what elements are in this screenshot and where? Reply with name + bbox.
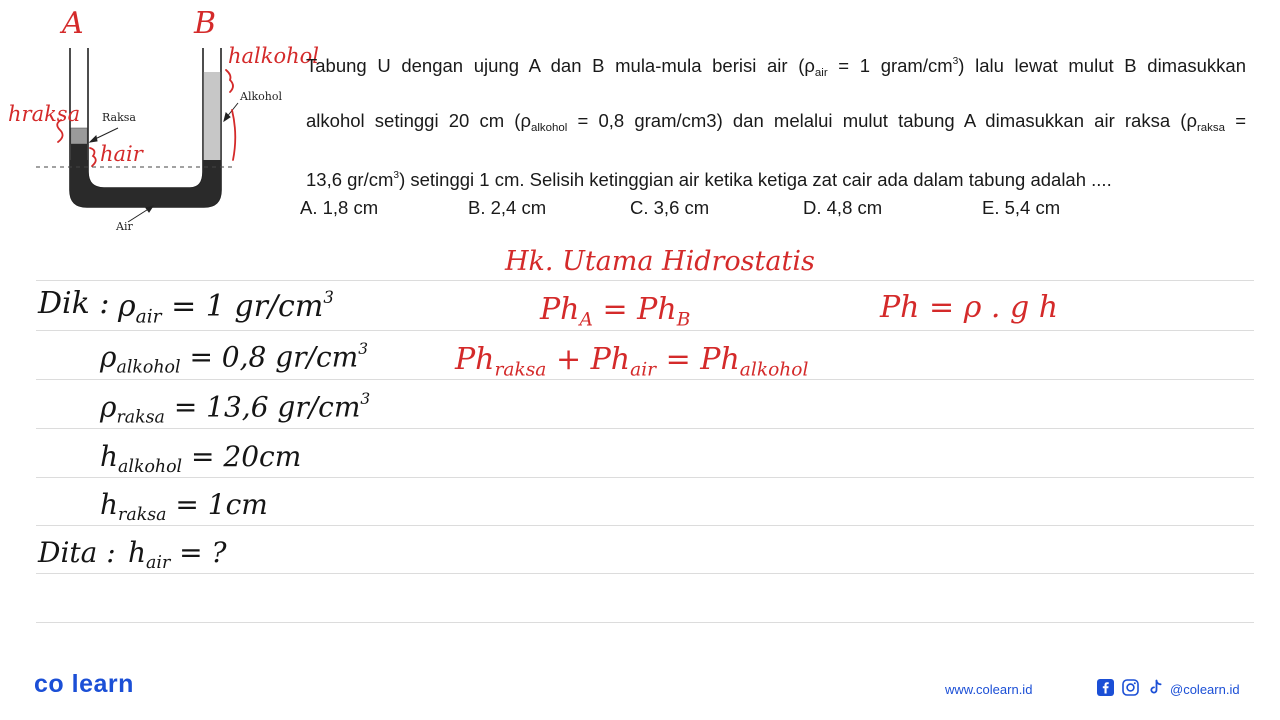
given-rho-alkohol: $\rho_{alkohol} = 0,8$ $gr/cm^3$ xyxy=(100,340,368,378)
given-h-alkohol: $h_{alkohol} = 20cm$ xyxy=(100,440,302,478)
notes-dita: Dita : xyxy=(38,536,116,569)
rule-line xyxy=(36,573,1254,574)
question-text xyxy=(306,38,1246,204)
rule-line xyxy=(36,477,1254,478)
rule-line xyxy=(36,525,1254,526)
footer-handle[interactable]: @colearn.id xyxy=(1170,682,1240,697)
tiktok-icon[interactable] xyxy=(1147,679,1164,696)
diagram-label-raksa: Raksa xyxy=(102,111,136,124)
rule-line xyxy=(36,428,1254,429)
diagram-label-alkohol: Alkohol xyxy=(240,90,282,103)
notes-title: Hk. Utama Hidrostatis xyxy=(505,246,815,277)
rule-line xyxy=(36,622,1254,623)
diagram-label-air: Air xyxy=(116,220,133,233)
equation-ph-formula: Ph = ρ . g h xyxy=(880,290,1059,325)
asked-h-air: $h_{air}$ = ? xyxy=(128,536,227,574)
question-line-1: Tabung U dengan ujung A dan B mula-mula berisi air ($\rho_{air} = 1$ gram/$cm^3$) lalu lewat mulut B dimasukkan xyxy=(306,55,1246,80)
given-rho-raksa: $\rho_{raksa} = 13,6$ $gr/cm^3$ xyxy=(100,390,371,428)
rule-line xyxy=(36,280,1254,281)
option-d[interactable]: D. 4,8 cm xyxy=(803,197,883,218)
given-rho-air: $\rho_{air} = 1$ $gr/cm^3$ xyxy=(118,288,334,328)
facebook-icon[interactable] xyxy=(1097,679,1114,696)
note-hair: hair xyxy=(100,142,143,166)
diagram-label-b: B xyxy=(194,6,217,41)
notes-dik: Dik : xyxy=(38,286,110,321)
equation-pha-phb: $Ph_A = Ph_B$ xyxy=(540,292,691,331)
option-e[interactable]: E. 5,4 cm xyxy=(982,197,1061,218)
footer-url[interactable]: www.colearn.id xyxy=(945,682,1033,697)
option-a[interactable]: A. 1,8 cm xyxy=(300,197,379,218)
equation-balance: $Ph_{raksa} + Ph_{air} = Ph_{alkohol}$ xyxy=(455,342,809,381)
question-line-3: 13,6 $gr/cm^3$) setinggi 1 cm. Selisih ketinggian air ketika ketiga zat cair ada dalam tabung adalah .... xyxy=(306,169,1112,191)
instagram-icon[interactable] xyxy=(1122,679,1139,696)
option-b[interactable]: B. 2,4 cm xyxy=(468,197,547,218)
note-hraksa: hraksa xyxy=(8,102,81,126)
question-line-2: alkohol setinggi 20 cm ($\rho_{alkohol} = 0,8$ gram/cm3) dan melalui mulut tabung A dimasukkan air raksa ($\rho_{raksa}$ = xyxy=(306,110,1246,135)
note-halkohol: halkohol xyxy=(228,44,320,68)
given-h-raksa: $h_{raksa} = 1cm$ xyxy=(100,488,268,526)
colearn-logo: co learn xyxy=(34,670,134,698)
diagram-label-a: A xyxy=(62,6,84,41)
option-c[interactable]: C. 3,6 cm xyxy=(630,197,710,218)
